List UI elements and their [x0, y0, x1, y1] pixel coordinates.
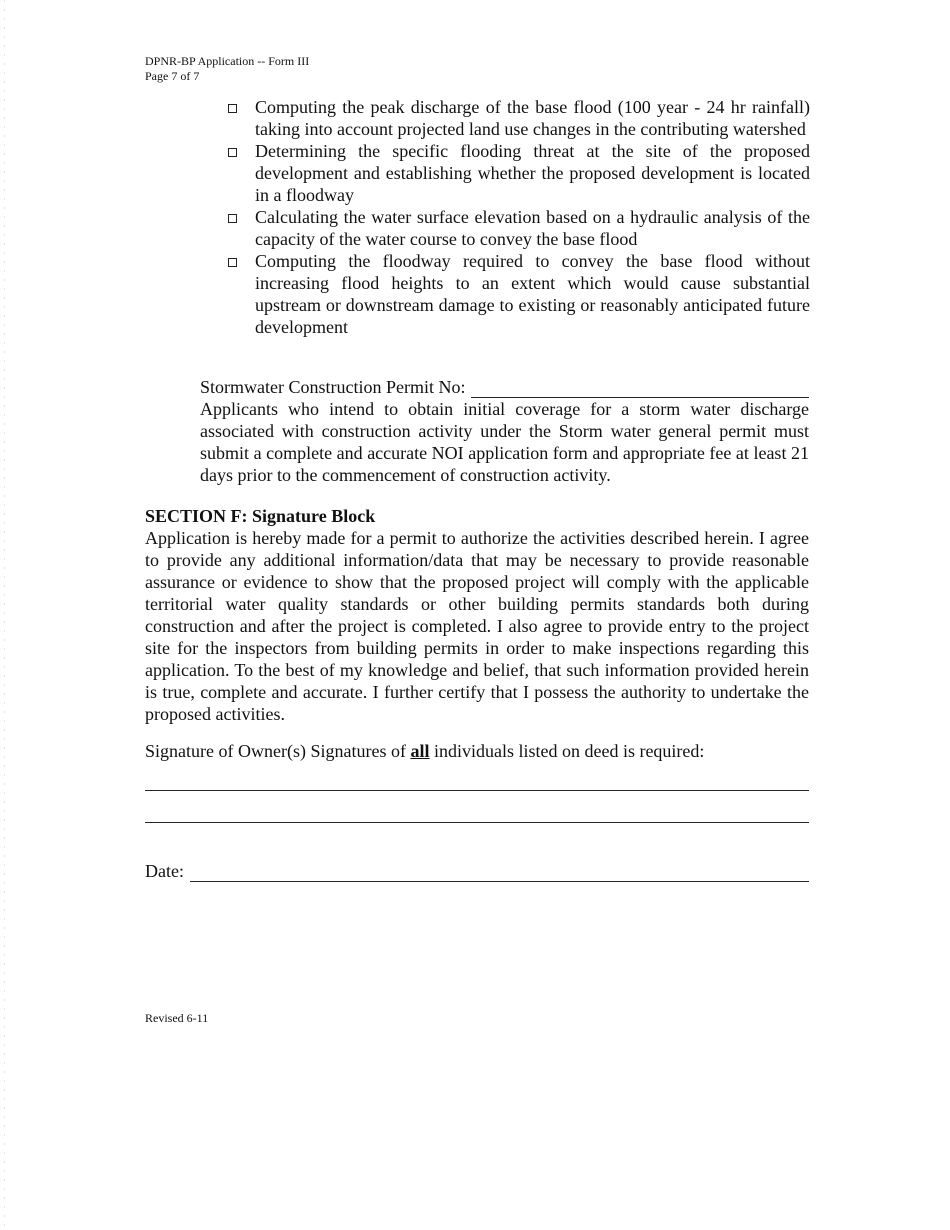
date-field[interactable] [190, 865, 809, 882]
section-title: SECTION F: Signature Block [145, 506, 376, 526]
checklist-item [228, 96, 810, 140]
stormwater-permit-number-field[interactable] [471, 381, 809, 398]
revision-footer: Revised 6-11 [145, 1011, 209, 1025]
form-title: DPNR-BP Application -- Form III [145, 54, 310, 68]
date-row [145, 860, 809, 882]
checkbox-icon [228, 214, 237, 223]
document-header [145, 54, 309, 84]
analysis-checklist [228, 96, 810, 338]
checkbox-icon [228, 104, 237, 113]
stormwater-permit-block [200, 376, 809, 486]
page-number: Page 7 of 7 [145, 69, 200, 83]
checklist-item [228, 250, 810, 338]
owner-signature-line-2[interactable] [145, 822, 809, 823]
signature-label-suffix: individuals listed on deed is required: [429, 741, 705, 761]
scan-edge-artifact [4, 0, 5, 1230]
date-label: Date: [145, 861, 184, 881]
checklist-item-text: Computing the floodway required to convey the base flood without increasing flood heights to an extent which would cause substantial upstream or downstream damage to existing or reasonably anticipated future development [255, 251, 810, 337]
signature-label-prefix: Signature of Owner(s) Signatures of [145, 741, 411, 761]
stormwater-permit-text: Applicants who intend to obtain initial coverage for a storm water discharge associated with construction activity under the Storm water general permit must submit a complete and accurate NOI application form and appropriate fee at least 21 days prior to the commencement of construction activity. [200, 399, 809, 485]
signature-label-emphasis: all [410, 741, 430, 761]
checklist-item-text: Computing the peak discharge of the base flood (100 year - 24 hr rainfall) taking into account projected land use changes in the contributing watershed [255, 97, 810, 139]
section-body: Application is hereby made for a permit to authorize the activities described herein. I agree to provide any additional information/data that may be necessary to provide reasonable assurance or evidence to show that the proposed project will comply with the applicable territorial water quality standards or other building permits standards both during construction and after the project is completed. I also agree to provide entry to the project site for the inspectors from building permits in order to make inspections regarding this application. To the best of my knowledge and belief, that such information provided herein is true, complete and accurate. I further certify that I possess the authority to undertake the proposed activities. [145, 528, 809, 724]
stormwater-permit-label: Stormwater Construction Permit No: [200, 377, 466, 397]
checklist-item [228, 140, 810, 206]
checkbox-icon [228, 258, 237, 267]
checklist-item [228, 206, 810, 250]
checklist-item-text: Calculating the water surface elevation based on a hydraulic analysis of the capacity of the water course to convey the base flood [255, 207, 810, 249]
signature-block-section [145, 505, 809, 725]
checklist-item-text: Determining the specific flooding threat at the site of the proposed development and establishing whether the proposed development is located in a floodway [255, 141, 810, 205]
stormwater-permit-row [200, 376, 809, 398]
owner-signature-line-1[interactable] [145, 790, 809, 791]
signature-label [145, 740, 809, 762]
checkbox-icon [228, 148, 237, 157]
